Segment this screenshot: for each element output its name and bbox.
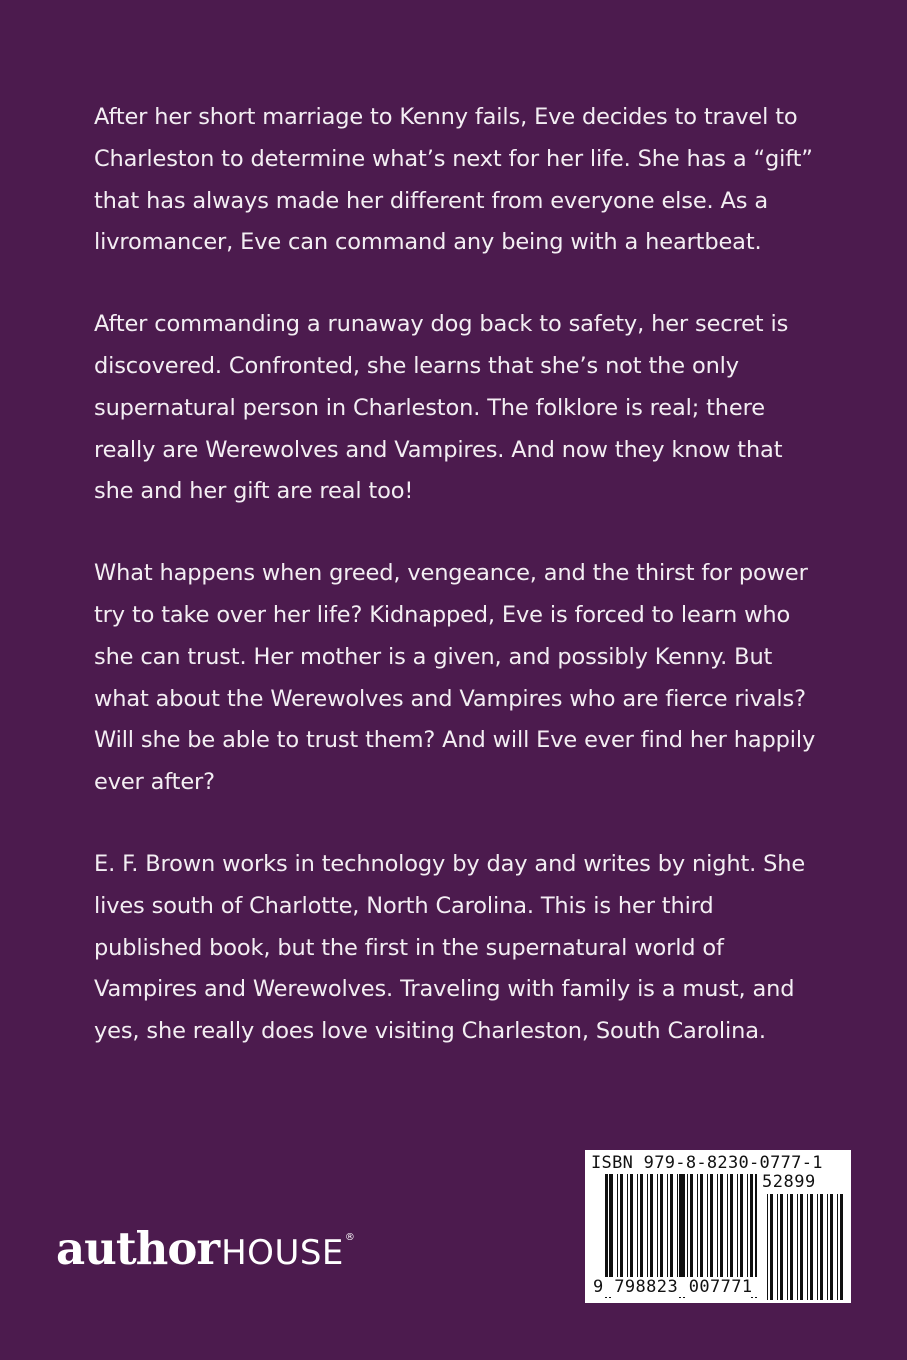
registered-mark: ® — [344, 1232, 355, 1243]
author-bio: E. F. Brown works in technology by day and writes by night. She lives south of Charlotte, North Carolina. This is her third published book, but the first in the supernatural world of Vampires and Werewolves. Traveling with family is a must, and yes, she really does love visiting Charleston, South Carolina. — [94, 850, 806, 1045]
publisher-logo — [56, 1222, 355, 1280]
price-code: 52899 — [762, 1172, 816, 1192]
blurb-paragraph-3: What happens when greed, vengeance, and the thirst for power try to take over her life? Kidnapped, Eve is forced to learn who she can trust. Her mother is a given, and possibly Kenny. But what about the Werewolves and Vampires who are fierce rivals? Will she be able to trust them? And will Eve ever find her happily ever after? — [94, 560, 816, 796]
publisher-logo-house: HOUSE — [221, 1233, 344, 1273]
isbn-label: ISBN 979-8-8230-0777-1 — [591, 1153, 823, 1173]
ean-digits: 9 798823 007771 — [593, 1277, 761, 1297]
blurb-paragraph-1: After her short marriage to Kenny fails, Eve decides to travel to Charleston to determine what’s next for her life. She has a “gift” that has always made her different from everyone else. As a livromancer, Eve can command any being with a heartbeat. — [94, 104, 813, 256]
blurb-paragraph-2: After commanding a runaway dog back to safety, her secret is discovered. Confronted, she learns that she’s not the only supernatural person in Charleston. The folklore is real; there really are Werewolves and Vampires. And now they know that she and her gift are real too! — [94, 311, 789, 505]
back-cover-copy — [94, 97, 824, 1093]
publisher-logo-author: author — [56, 1222, 220, 1275]
isbn-barcode — [585, 1150, 851, 1303]
